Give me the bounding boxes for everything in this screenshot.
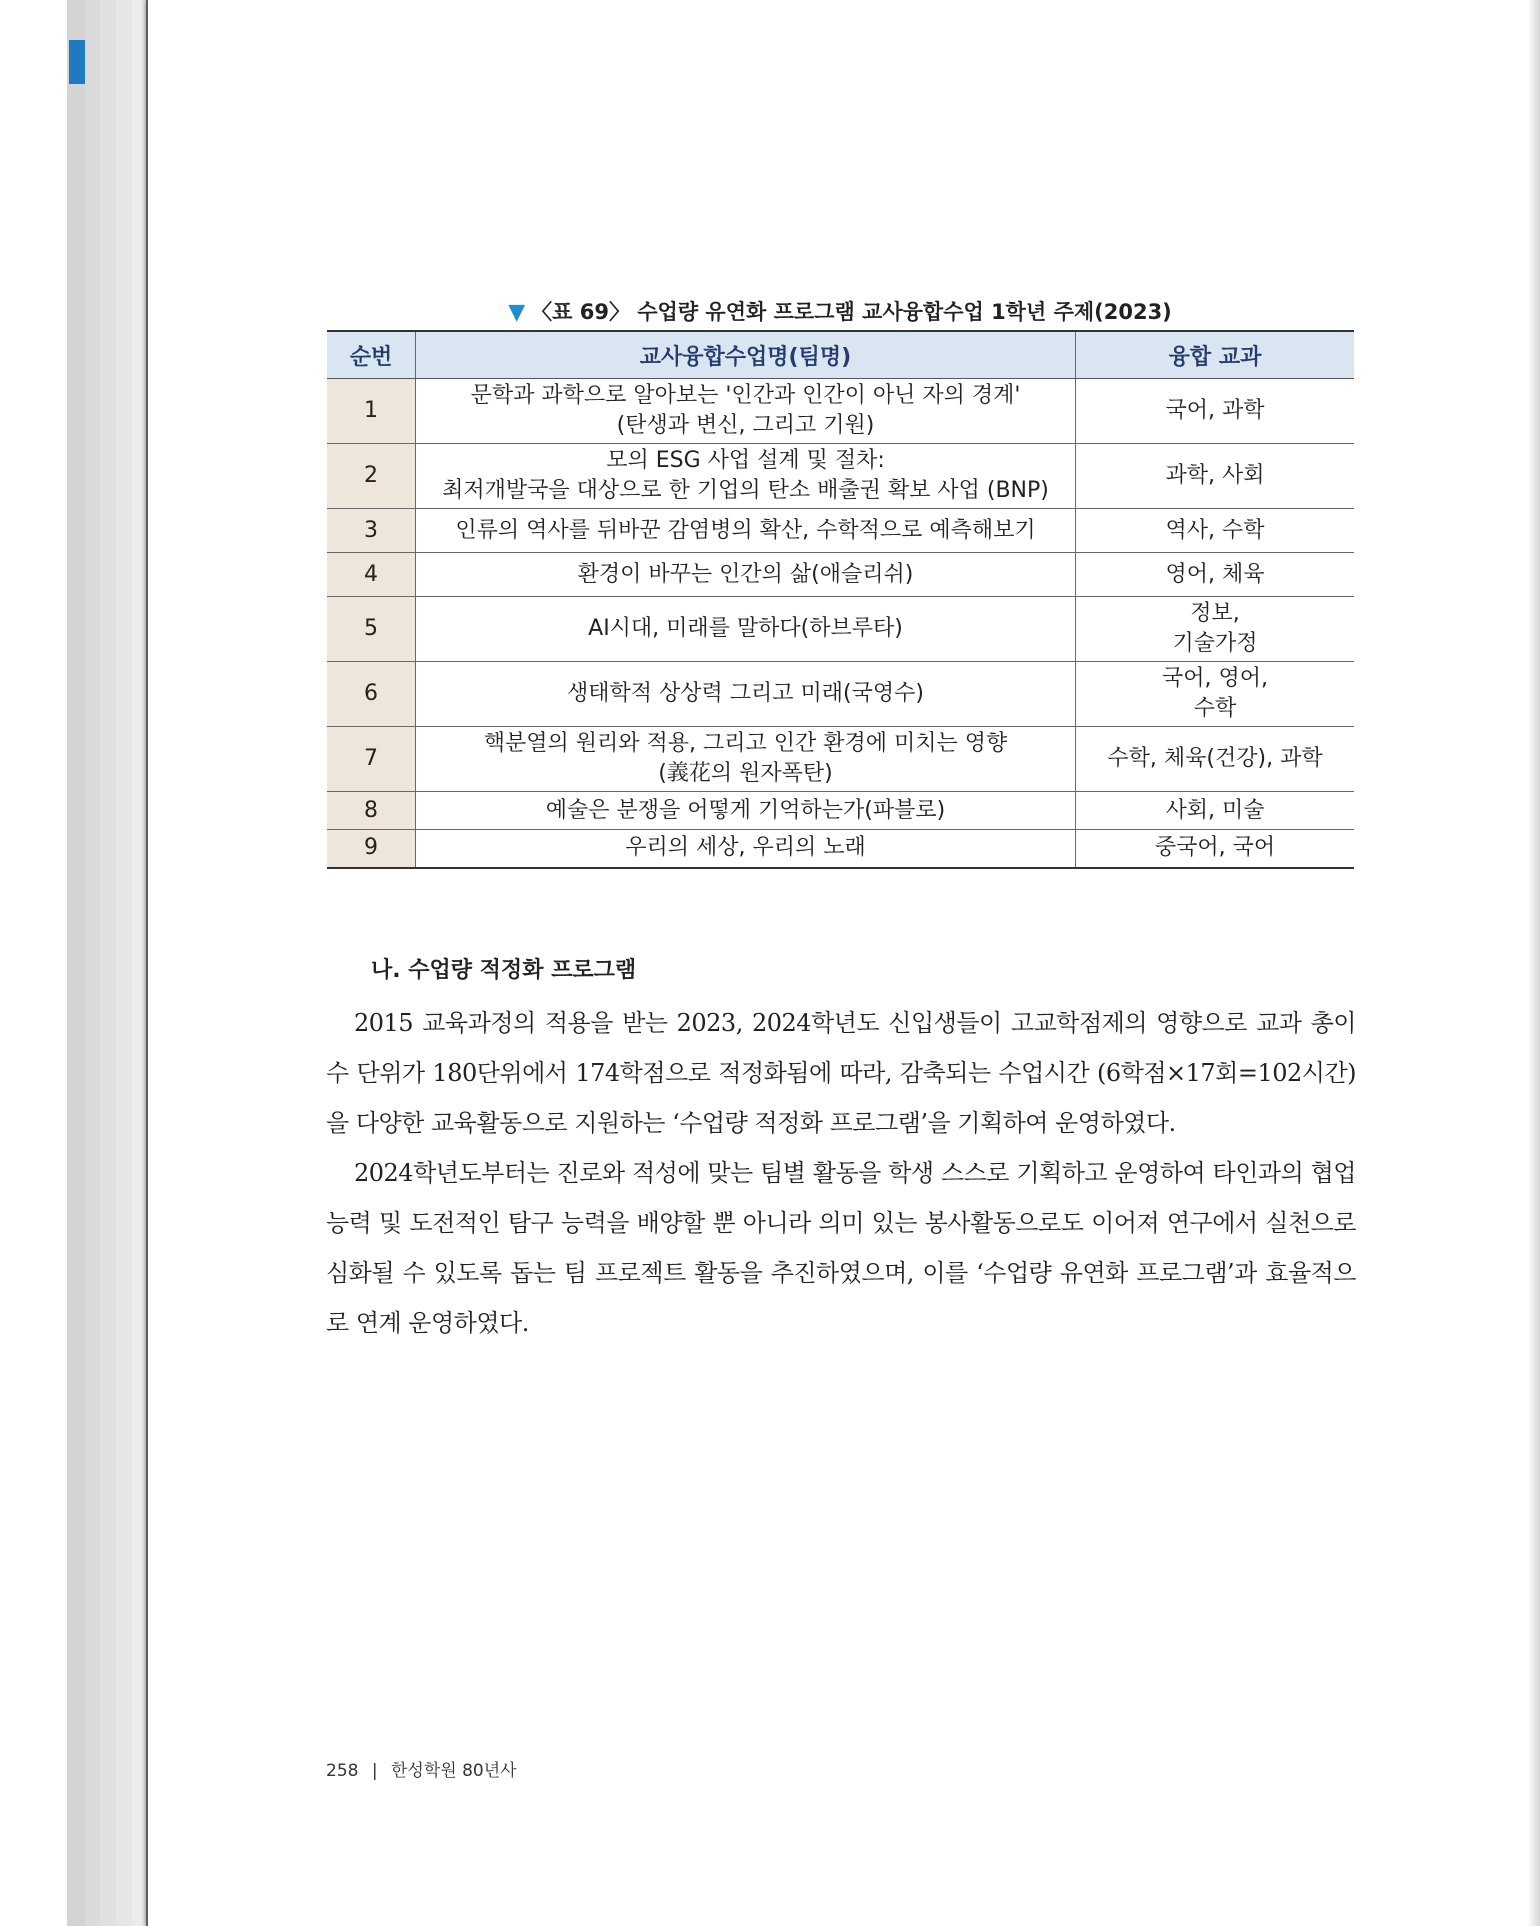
caption-text: 〈표 69〉 수업량 유연화 프로그램 교사융합수업 1학년 주제(2023) bbox=[531, 300, 1172, 324]
row-title: 생태학적 상상력 그리고 미래(국영수) bbox=[416, 662, 1076, 727]
row-number: 2 bbox=[327, 444, 416, 509]
row-subject: 과학, 사회 bbox=[1076, 444, 1355, 509]
footer-separator: | bbox=[371, 1761, 378, 1781]
header-number: 순번 bbox=[327, 331, 416, 379]
row-title: 환경이 바꾸는 인간의 삶(애슬리쉬) bbox=[416, 553, 1076, 597]
row-number: 5 bbox=[327, 597, 416, 662]
row-subject: 국어, 과학 bbox=[1076, 379, 1355, 444]
row-subject: 사회, 미술 bbox=[1076, 792, 1355, 830]
table-row bbox=[327, 444, 1354, 509]
book-title: 한성학원 80년사 bbox=[391, 1761, 517, 1781]
page-number: 258 bbox=[326, 1761, 359, 1781]
table-row bbox=[327, 727, 1354, 792]
row-subject: 정보, 기술가정 bbox=[1076, 597, 1355, 662]
row-title: AI시대, 미래를 말하다(하브루타) bbox=[416, 597, 1076, 662]
topics-table bbox=[327, 330, 1354, 869]
row-number: 4 bbox=[327, 553, 416, 597]
table-row bbox=[327, 597, 1354, 662]
table-row bbox=[327, 662, 1354, 727]
row-number: 9 bbox=[327, 830, 416, 868]
row-number: 8 bbox=[327, 792, 416, 830]
row-title: 모의 ESG 사업 설계 및 절차: 최저개발국을 대상으로 한 기업의 탄소 배출권 확보 사업 (BNP) bbox=[416, 444, 1076, 509]
row-number: 1 bbox=[327, 379, 416, 444]
row-subject: 영어, 체육 bbox=[1076, 553, 1355, 597]
header-subject: 융합 교과 bbox=[1076, 331, 1355, 379]
table-header-row bbox=[327, 331, 1354, 379]
row-title: 핵분열의 원리와 적용, 그리고 인간 환경에 미치는 영향 (義花의 원자폭탄) bbox=[416, 727, 1076, 792]
table-row bbox=[327, 553, 1354, 597]
table-row bbox=[327, 379, 1354, 444]
row-title: 우리의 세상, 우리의 노래 bbox=[416, 830, 1076, 868]
page-footer bbox=[326, 1756, 517, 1781]
row-number: 3 bbox=[327, 509, 416, 553]
table-row bbox=[327, 509, 1354, 553]
paragraph: 2024학년도부터는 진로와 적성에 맞는 팀별 활동을 학생 스스로 기획하고 운영하여 타인과의 협업능력 및 도전적인 탐구 능력을 배양할 뿐 아니라 의미 있는 봉사활동으로도 이어져 연구에서 실천으로 심화될 수 있도록 돕는 팀 프로젝트 활동을 추진하였으며, 이를 ‘수업량 유연화 프로그램’과 효율적으로 연계 운영하였다. bbox=[326, 1159, 1356, 1337]
table-row bbox=[327, 830, 1354, 868]
bookmark-tab bbox=[69, 40, 85, 84]
header-title: 교사융합수업명(팀명) bbox=[416, 331, 1076, 379]
row-title: 예술은 분쟁을 어떻게 기억하는가(파블로) bbox=[416, 792, 1076, 830]
row-number: 7 bbox=[327, 727, 416, 792]
row-title: 인류의 역사를 뒤바꾼 감염병의 확산, 수학적으로 예측해보기 bbox=[416, 509, 1076, 553]
table-caption bbox=[326, 296, 1354, 326]
page-shadow bbox=[1528, 0, 1540, 1926]
section-heading: 나. 수업량 적정화 프로그램 bbox=[371, 958, 637, 983]
row-subject: 수학, 체육(건강), 과학 bbox=[1076, 727, 1355, 792]
row-number: 6 bbox=[327, 662, 416, 727]
body-text bbox=[326, 998, 1356, 1348]
row-subject: 중국어, 국어 bbox=[1076, 830, 1355, 868]
row-subject: 역사, 수학 bbox=[1076, 509, 1355, 553]
paragraph: 2015 교육과정의 적용을 받는 2023, 2024학년도 신입생들이 고교학점제의 영향으로 교과 총이수 단위가 180단위에서 174학점으로 적정화됨에 따라, 감축되는 수업시간 (6학점×17회=102시간)을 다양한 교육활동으로 지원하는 ‘수업량 적정화 프로그램’을 기획하여 운영하였다. bbox=[326, 1009, 1356, 1137]
row-title: 문학과 과학으로 알아보는 '인간과 인간이 아닌 자의 경계' (탄생과 변신, 그리고 기원) bbox=[416, 379, 1076, 444]
book-page bbox=[146, 0, 1540, 1926]
triangle-marker-icon: ▼ bbox=[508, 300, 526, 325]
row-subject: 국어, 영어, 수학 bbox=[1076, 662, 1355, 727]
table-row bbox=[327, 792, 1354, 830]
